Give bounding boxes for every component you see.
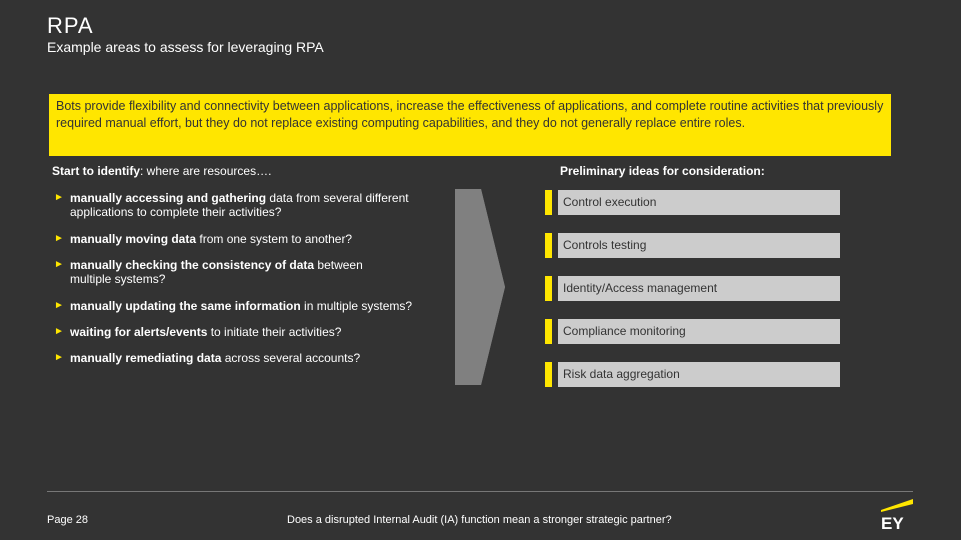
page-number: Page 28 xyxy=(47,514,88,526)
chevron-arrow-icon xyxy=(455,189,505,385)
idea-label: Control execution xyxy=(558,190,840,215)
idea-accent-bar xyxy=(545,362,552,387)
bullet-bold: manually accessing and gathering xyxy=(70,191,267,205)
right-column-header: Preliminary ideas for consideration: xyxy=(560,164,765,178)
bullet-rest: data from several different applications to complete their activities? xyxy=(70,191,409,219)
bullet-rest: between multiple systems? xyxy=(70,258,363,286)
bullet-arrow-icon: ► xyxy=(54,352,64,363)
bullet-bold: manually checking the consistency of data xyxy=(70,258,315,272)
idea-label: Controls testing xyxy=(558,233,840,258)
idea-accent-bar xyxy=(545,190,552,215)
bullet-item xyxy=(54,258,394,286)
idea-accent-bar xyxy=(545,319,552,344)
idea-label: Risk data aggregation xyxy=(558,362,840,387)
bullet-item xyxy=(54,351,434,365)
idea-item xyxy=(545,362,840,387)
ey-logo-icon xyxy=(879,497,915,531)
bullet-item xyxy=(54,325,434,339)
bullet-rest: to initiate their activities? xyxy=(207,325,342,339)
logo-text: EY xyxy=(881,514,904,531)
left-header-rest: : where are resources…. xyxy=(140,164,272,178)
bullet-rest: in multiple systems? xyxy=(300,299,413,313)
bullet-arrow-icon: ► xyxy=(54,233,64,244)
callout-box: Bots provide flexibility and connectivity between applications, increase the effectiveness of applications, and complete routine activities that previously required manual effort, but they do not replace existing computing capabilities, and they do not generally replace entire roles. xyxy=(49,94,891,156)
idea-label: Identity/Access management xyxy=(558,276,840,301)
bullet-arrow-icon: ► xyxy=(54,300,64,311)
bullet-item xyxy=(54,191,434,219)
bullet-rest: from one system to another? xyxy=(196,232,353,246)
idea-item xyxy=(545,319,840,344)
bullet-bold: waiting for alerts/events xyxy=(70,325,208,339)
bullet-item xyxy=(54,299,434,313)
idea-item xyxy=(545,233,840,258)
footer-tagline: Does a disrupted Internal Audit (IA) function mean a stronger strategic partner? xyxy=(287,514,672,526)
bullet-bold: manually updating the same information xyxy=(70,299,301,313)
slide-subtitle: Example areas to assess for leveraging RPA xyxy=(47,39,324,55)
slide-title: RPA xyxy=(47,13,94,38)
idea-item xyxy=(545,190,840,215)
bullet-item xyxy=(54,232,434,246)
left-header-bold: Start to identify xyxy=(52,164,141,178)
bullet-bold: manually remediating data xyxy=(70,351,222,365)
idea-label: Compliance monitoring xyxy=(558,319,840,344)
bullet-bold: manually moving data xyxy=(70,232,197,246)
left-column-header xyxy=(52,164,271,178)
bullet-arrow-icon: ► xyxy=(54,326,64,337)
footer-divider xyxy=(47,491,913,492)
bullet-arrow-icon: ► xyxy=(54,192,64,203)
bullet-arrow-icon: ► xyxy=(54,259,64,270)
bullet-rest: across several accounts? xyxy=(221,351,361,365)
idea-item xyxy=(545,276,840,301)
idea-accent-bar xyxy=(545,233,552,258)
idea-accent-bar xyxy=(545,276,552,301)
